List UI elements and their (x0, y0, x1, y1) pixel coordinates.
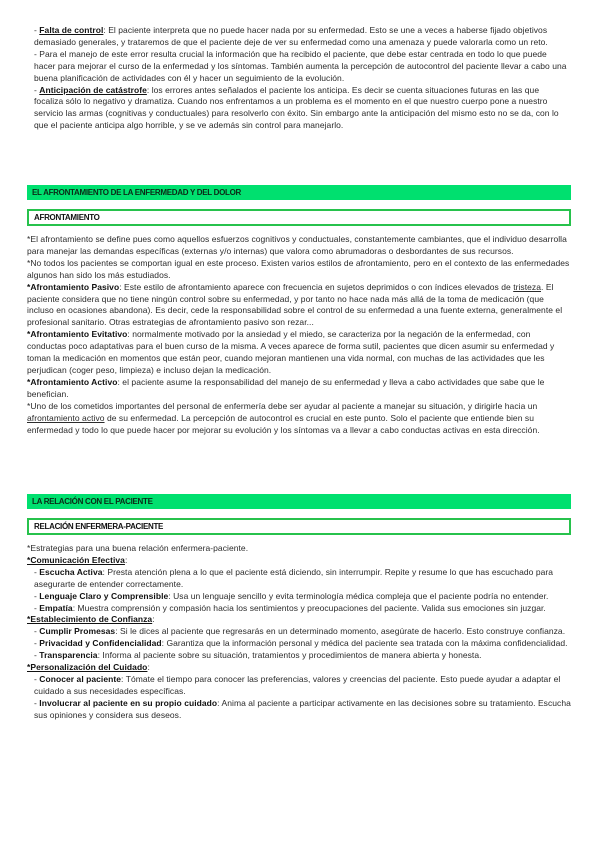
afrontamiento-pasivo: *Afrontamiento Pasivo: Este estilo de afrontamiento aparece con frecuencia en sujetos deprimidos o con índices elevados de tristeza. El paciente considera que no tiene ningún control sobre su enfermedad, y por tanto no hace nada más allá de la toma de medicación (que incluso en ocasiones abandona). Es decir, cede la responsabilidad sobre el control de su enfermedad a una fuente externa, generalmente el profesional sanitario. Otras estrategias de afrontamiento pasivo son rezar... (27, 281, 563, 328)
section-personalizacion-title: *Personalización del Cuidado: (27, 662, 150, 673)
term-anticipacion: Anticipación de catástrofe (39, 84, 147, 95)
bullet-manejo-error: - Para el manejo de este error resulta crucial la información que ha recibido el paciente, que debe estar centrada en todo lo que puede hacer para mejorar el curso de la enfermedad y los síntomas. También aumenta la percepción de autocontrol del paciente llevar a cabo una buena planificación de actividades con él y hacer un seguimiento de la evolución. (34, 48, 567, 83)
term-falta-control: Falta de control (39, 25, 104, 35)
list-item: - Empatía: Muestra comprensión y compasión hacia los sentimientos y preocupaciones del paciente. Valida sus emociones sin juzgar. (34, 602, 546, 613)
subsection-header-relacion-enfermera: RELACIÓN ENFERMERA-PACIENTE (27, 518, 571, 535)
relacion-body (27, 543, 571, 722)
intro-bullets (34, 25, 570, 132)
afrontamiento-body (27, 234, 571, 436)
list-item: - Involucrar al paciente en su propio cuidado: Anima al paciente a participar activamente en las decisiones sobre su tratamiento. Escucha sus opiniones y considera sus deseos. (34, 697, 571, 720)
personalizacion-list (27, 674, 571, 722)
relacion-intro: *Estrategias para una buena relación enfermera-paciente. (27, 543, 249, 553)
list-item: - Escucha Activa: Presta atención plena a lo que el paciente está diciendo, sin interrumpir. Repite y resume lo que has escuchado para asegurarte de entender correctamente. (34, 566, 554, 589)
comunicacion-list (27, 567, 571, 615)
section-confianza-title: *Establecimiento de Confianza: (27, 614, 155, 625)
afrontamiento-cometido: *Uno de los cometidos importantes del personal de enfermería debe ser ayudar al paciente a manejar su situación, y dirigirle hacia un afrontamiento activo de su enfermedad. La percepción de autocontrol es crucial en este punto. Solo el paciente que entiende bien su enfermedad y todo lo que puede hacer por mejorar su evolución y los síntomas va a llevar a cabo conductas activas en esta dirección. (27, 400, 540, 435)
section-header-relacion-paciente: LA RELACIÓN CON EL PACIENTE (27, 494, 571, 509)
afrontamiento-styles: *No todos los pacientes se comportan igual en este proceso. Existen varios estilos de afrontamiento, pero en el contexto de las enfermedades algunos han sido los más estudiados. (27, 257, 570, 280)
afrontamiento-activo: *Afrontamiento Activo: el paciente asume la responsabilidad del manejo de su enfermedad y lleva a cabo actividades que sabe que le benefician. (27, 376, 545, 399)
bullet-anticipacion: - Anticipación de catástrofe: los errores antes señalados el paciente los anticipa. Es decir se cuenta situaciones futuras en las que focaliza sólo lo negativo y dramatiza. Cuando nos enfrentamos a un problema es el momento en el que nuestro cuerpo pone a nuestro servicio las armas (cognitivas y conductuales) para resolverlo con éxito. Sin embargo ante la anticipación del mismo esto no se da, con lo que el paciente anticipa algo horrible, y se ve además sin control para manejarlo. (34, 84, 559, 131)
list-item: - Conocer al paciente: Tómate el tiempo para conocer las preferencias, valores y creencias del paciente. Esto puede ayudar a adaptar el cuidado a sus necesidades específicas. (34, 673, 561, 696)
section-header-afrontamiento-enfermedad: EL AFRONTAMIENTO DE LA ENFERMEDAD Y DEL DOLOR (27, 185, 571, 200)
list-item: - Lenguaje Claro y Comprensible: Usa un lenguaje sencillo y evita terminología médica compleja que el paciente podría no entender. (34, 590, 549, 601)
confianza-list (27, 626, 571, 662)
bullet-falta-control: - Falta de control: El paciente interpreta que no puede hacer nada por su enfermedad. Esto se une a veces a haberse fijado objetivos demasiado generales, y trataremos de que el paciente deje de ver su enfermedad como una amenaza y puede valorarla como un reto. (34, 25, 548, 47)
afrontamiento-evitativo: *Afrontamiento Evitativo: normalmente motivado por la ansiedad y el miedo, se caracteriza por la negación de la enfermedad, con conductas poco adaptativas para el buen curso de la misma. A veces aparece de forma sutil, pacientes que dicen asumir su enfermedad y toman la medicación en momentos que están peor, cuando mejoran mantienen una vida normal, con muchas de las actividades que les perjudican (coger peso, limpieza) e incluso dejan la medicación. (27, 329, 555, 375)
list-item: - Transparencia: Informa al paciente sobre su situación, tratamientos y procedimientos de manera abierta y honesta. (34, 650, 482, 661)
list-item: - Cumplir Promesas: Si le dices al paciente que regresarás en un determinado momento, asegúrate de hacerlo. Esto construye confianza. (34, 626, 566, 637)
subsection-header-afrontamiento: AFRONTAMIENTO (27, 209, 571, 226)
section-comunicacion-title: *Comunicación Efectiva: (27, 554, 128, 565)
afrontamiento-definition: *El afrontamiento se define pues como aquellos esfuerzos cognitivos y conductuales, constantemente cambiantes, que el individuo desarrolla para manejar las demandas específicas (externas y/o internas) que valora como abrumadoras o desbordantes de sus recursos. (27, 234, 567, 256)
list-item: - Privacidad y Confidencialidad: Garantiza que la información personal y médica del paciente sea tratada con la máxima confidencialidad. (34, 638, 568, 649)
link-tristeza: tristeza (513, 281, 541, 292)
